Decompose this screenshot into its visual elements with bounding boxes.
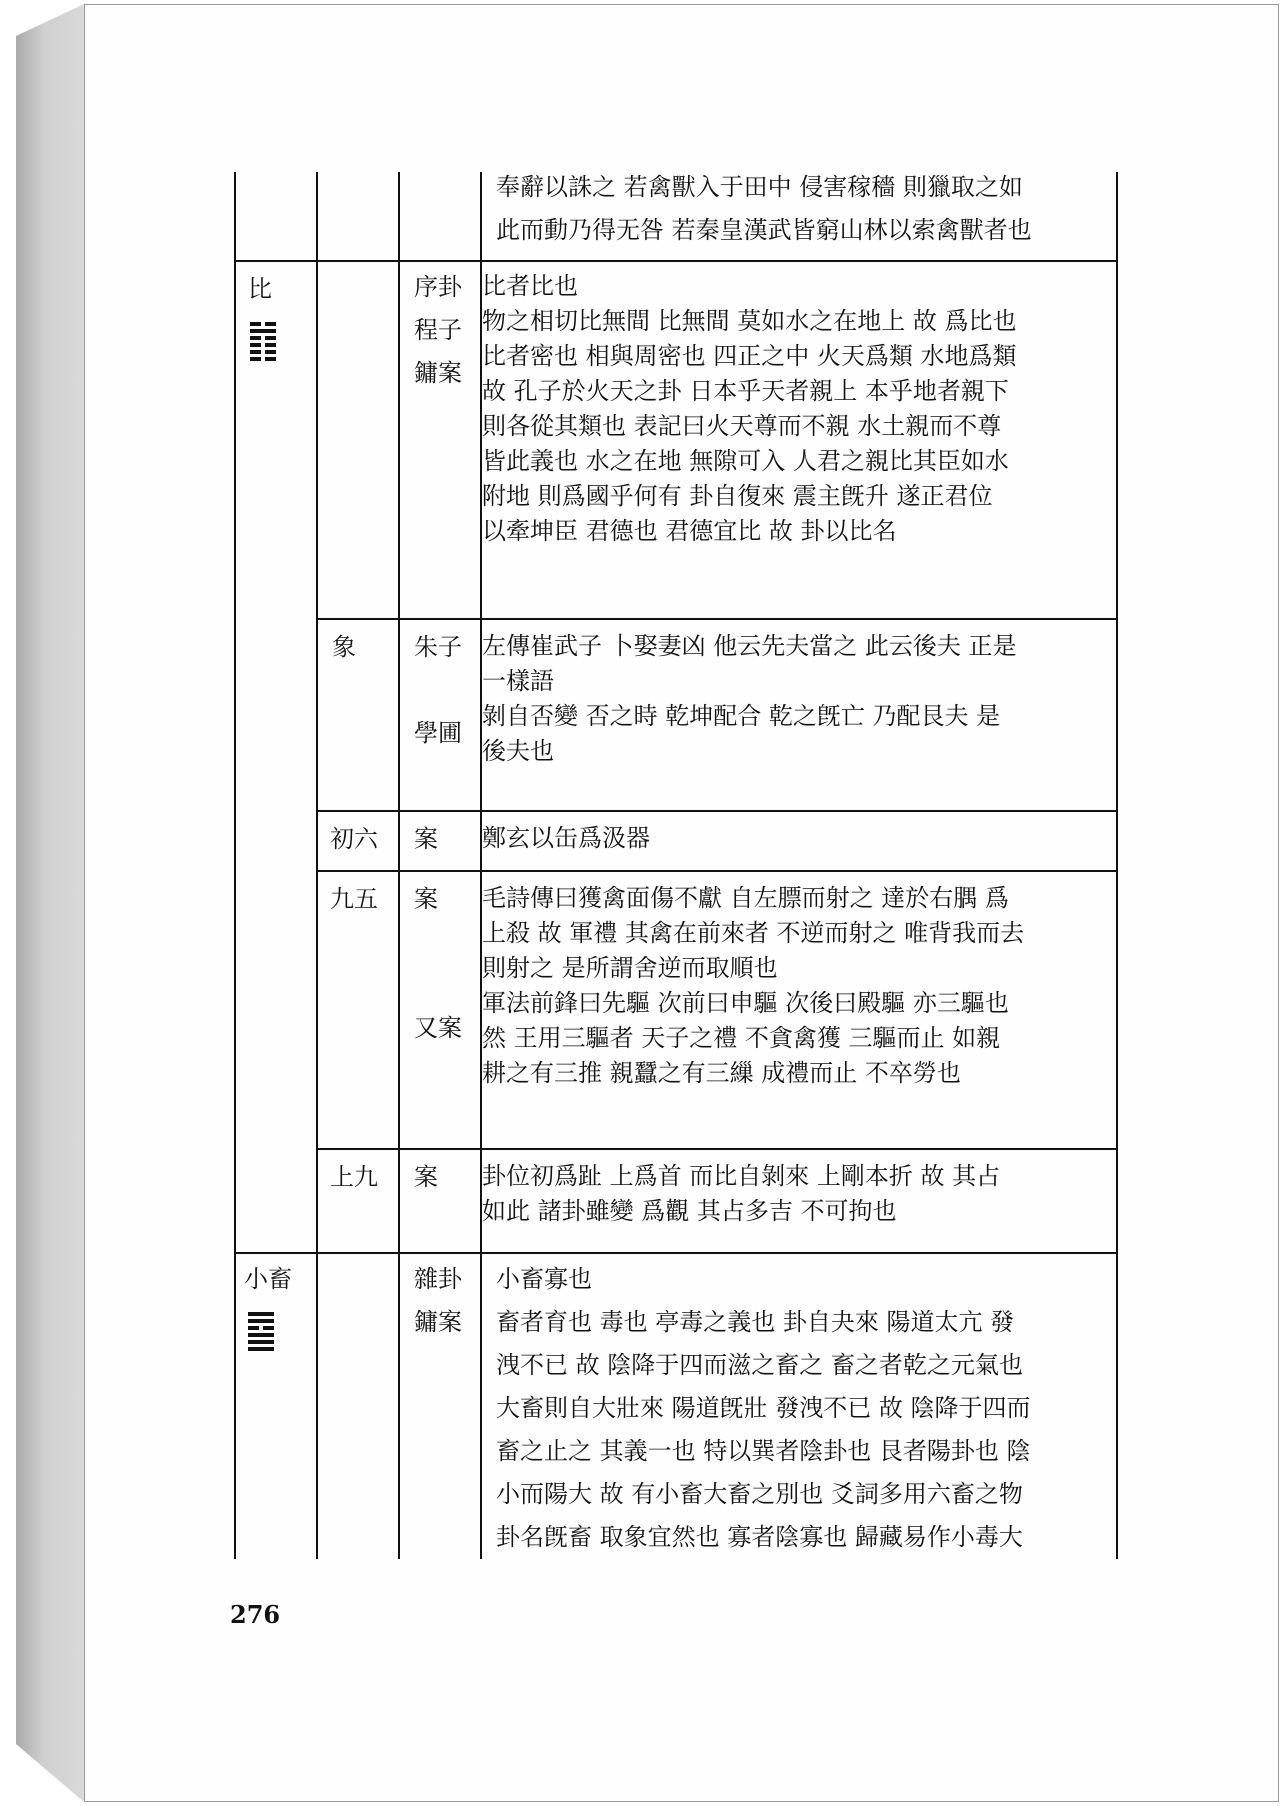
commentary-text: 小畜寡也 畜者育也 毒也 亭毒之義也 卦自夬來 陽道太亢 發 洩不已 故 陰降于四而滋之畜之 畜之者乾之元氣也 大畜則自大壯來 陽道旣壯 發洩不已 故 陰降于四而 畜之止之 其義一也 特以巽者陰卦也 艮者陽卦也 陰 小而陽大 故 有小畜大畜之別也 爻詞多用六畜之物 卦名旣畜 取象宜然也 寡者陰寡也 歸藏易作小毒大 (480, 1254, 1116, 1559)
table-row: 初六 案 鄭玄以缶爲汲器 (316, 812, 1116, 872)
commentary-table (234, 172, 1118, 1559)
commentary-text: 卦位初爲趾 上爲首 而比自剝來 上剛本折 故 其占 如此 諸卦雖變 爲觀 其占多吉 不可拘也 (480, 1150, 1116, 1252)
bi-hexagram-icon (250, 322, 276, 364)
commentary-text: 奉辭以誅之 若禽獸入于田中 侵害稼穡 則獵取之如 此而動乃得无咎 若秦皇漢武皆窮山林以索禽獸者也 (480, 172, 1116, 260)
table-row: 九五 案 又案 毛詩傳曰獲禽面傷不獻 自左膘而射之 達於右腢 爲 上殺 故 軍禮 其禽在前來者 不逆而射之 唯背我而去 則射之 是所謂舍逆而取順也 軍法前鋒曰先驅 次前曰申驅 次後曰殿驅 亦三驅也 然 王用三驅者 天子之禮 不貪禽獲 三驅而止 如親 耕之有三推 親蠶之有三繅 成禮而止 不卒勞也 (316, 872, 1116, 1150)
commentary-text: 比者比也 物之相切比無間 比無間 莫如水之在地上 故 爲比也 比者密也 相與周密也 四正之中 火天爲類 水地爲類 故 孔子於火天之卦 日本乎天者親上 本乎地者親下 則各從其類也 表記曰火天尊而不親 水土親而不尊 皆此義也 水之在地 無隙可入 人君之親比其臣如水 附地 則爲國乎何有 卦自復來 震主旣升 遂正君位 以牽坤臣 君德也 君德宜比 故 卦以比名 (480, 262, 1116, 618)
table-row: 序卦 程子 鏞案 比者比也 物之相切比無間 比無間 莫如水之在地上 故 爲比也 比者密也 相與周密也 四正之中 火天爲類 水地爲類 故 孔子於火天之卦 日本乎天者親上 本乎地者親下 則各從其類也 表記曰火天尊而不親 水土親而不尊 皆此義也 水之在地 無隙可入 人君之親比其臣如水 附地 則爲國乎何有 卦自復來 震主旣升 遂正君位 以牽坤臣 君德也 君德宜比 故 卦以比名 (316, 262, 1116, 620)
commentary-text: 鄭玄以缶爲汲器 (480, 812, 1116, 870)
table-row: 象 朱子 學圃 左傳崔武子 卜娶妻凶 他云先夫當之 此云後夫 正是 一樣語 剝自否變 否之時 乾坤配合 乾之旣亡 乃配艮夫 是 後夫也 (316, 620, 1116, 812)
table-row: 小畜 雜卦 鏞案 小畜寡也 畜者育也 毒也 亭毒之義也 卦自夬來 陽道太亢 發 洩不已 故 陰降于四而滋之畜之 畜之者乾之元氣也 大畜則自大壯來 陽道旣壯 發洩不已 故 陰降于四而 畜之止之 其義一也 特以巽者陰卦也 艮者陽卦也 陰 小而陽大 故 有小畜大畜之別也 爻詞多用六畜之物 卦名旣畜 取象宜然也 寡者陰寡也 歸藏易作小毒大 (236, 1254, 1116, 1559)
table-row: 上九 案 卦位初爲趾 上爲首 而比自剝來 上剛本折 故 其占 如此 諸卦雖變 爲觀 其占多吉 不可拘也 (316, 1150, 1116, 1254)
hexagram-name: 比 (248, 275, 272, 303)
page-number: 276 (230, 1600, 281, 1629)
xiaoxu-hexagram-icon (248, 1312, 274, 1354)
table-row (236, 172, 1116, 262)
hexagram-bi-group (236, 262, 1116, 1254)
commentary-text: 左傳崔武子 卜娶妻凶 他云先夫當之 此云後夫 正是 一樣語 剝自否變 否之時 乾坤配合 乾之旣亡 乃配艮夫 是 後夫也 (480, 620, 1116, 810)
book-edge (16, 4, 84, 1802)
hexagram-name: 小畜 (244, 1265, 292, 1293)
commentary-text: 毛詩傳曰獲禽面傷不獻 自左膘而射之 達於右腢 爲 上殺 故 軍禮 其禽在前來者 不逆而射之 唯背我而去 則射之 是所謂舍逆而取順也 軍法前鋒曰先驅 次前曰申驅 次後曰殿驅 亦三驅也 然 王用三驅者 天子之禮 不貪禽獲 三驅而止 如親 耕之有三推 親蠶之有三繅 成禮而止 不卒勞也 (480, 872, 1116, 1148)
